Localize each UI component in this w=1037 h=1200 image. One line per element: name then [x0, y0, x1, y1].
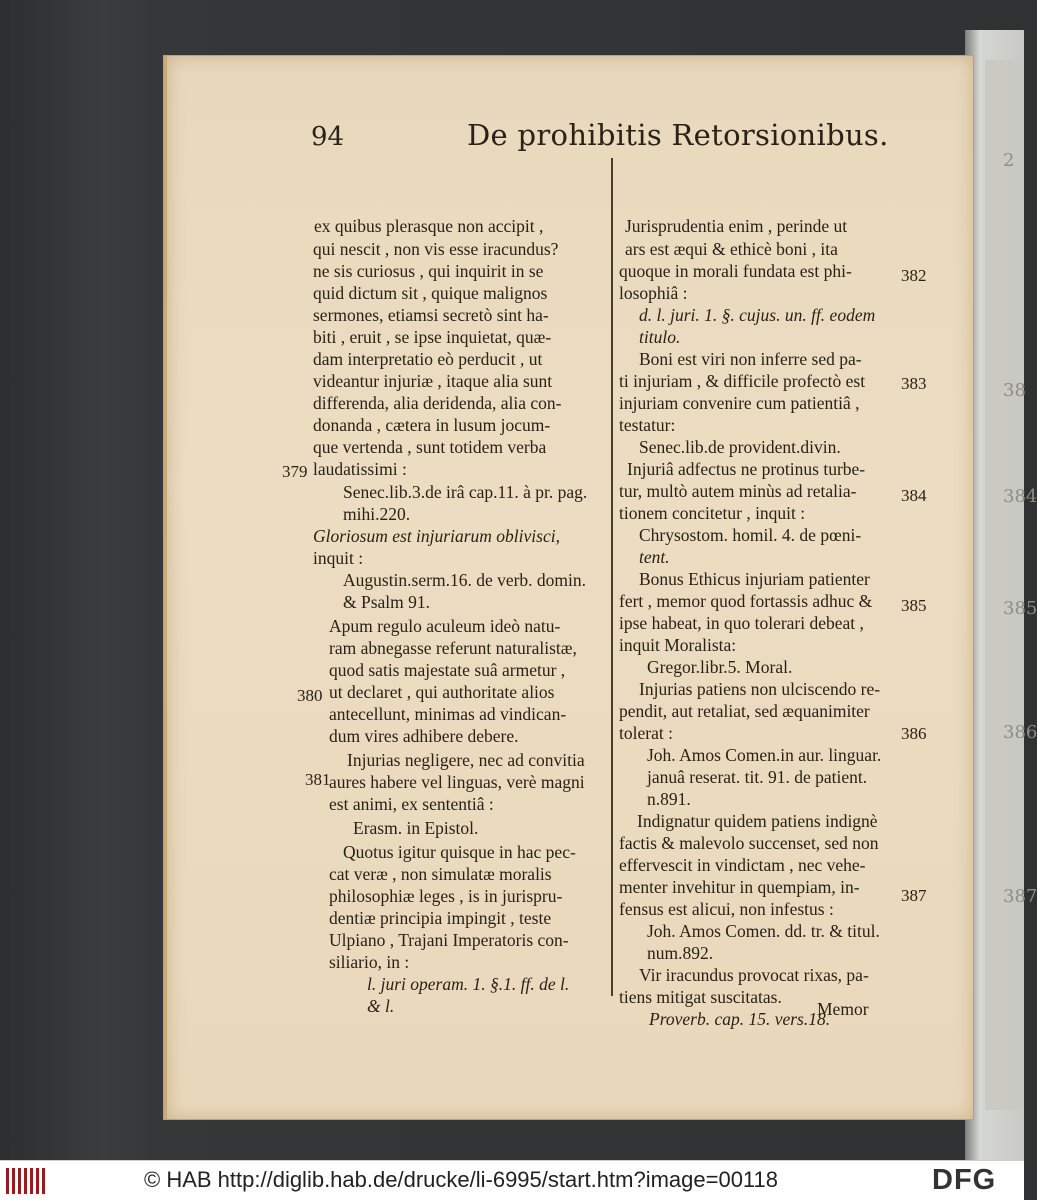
text-line: est animi, ex sententiâ :	[329, 794, 494, 814]
text-line: Injurias patiens non ulciscendo re-	[639, 679, 881, 699]
column-divider	[611, 158, 613, 996]
text-line: losophiâ :	[619, 283, 688, 303]
text-line: videantur injuriæ , itaque alia sunt	[313, 371, 553, 391]
text-line: januâ reserat. tit. 91. de patient.	[647, 767, 868, 787]
text-line: laudatissimi :	[313, 459, 407, 479]
text-line: Injuriâ adfectus ne protinus turbe-	[627, 459, 866, 479]
text-line: fert , memor quod fortassis adhuc &	[619, 591, 873, 611]
hab-logo	[6, 1168, 46, 1194]
text-line: inquit Moralista:	[619, 635, 737, 655]
text-line: tiens mitigat suscitatas.	[619, 987, 782, 1007]
text-line: testatur:	[619, 415, 676, 435]
text-line: fensus est alicui, non infestus :	[619, 899, 834, 919]
text-line: Gloriosum est injuriarum oblivisci,	[313, 526, 560, 546]
text-line: siliario, in :	[329, 952, 410, 972]
margin-number: 380	[297, 686, 323, 705]
margin-number: 387	[901, 886, 927, 905]
text-line: mihi.220.	[343, 504, 411, 524]
margin-number: 384	[901, 486, 927, 505]
text-line: Erasm. in Epistol.	[353, 818, 479, 838]
facing-page-ghost-digit: 38	[1003, 380, 1026, 401]
margin-number: 383	[901, 374, 927, 393]
text-line: factis & malevolo succenset, sed non	[619, 833, 879, 853]
text-line: effervescit in vindictam , nec vehe-	[619, 855, 866, 875]
text-line: Injurias negligere, nec ad convitia	[347, 750, 585, 770]
text-line: ne sis curiosus , qui inquirit in se	[313, 261, 544, 281]
text-line: ram abnegasse referunt naturalistæ,	[329, 638, 577, 658]
facing-page-ghost-digit: 2	[1003, 150, 1015, 171]
text-line: dum vires adhibere debere.	[329, 726, 519, 746]
page-number: 94	[311, 122, 345, 152]
text-line: Vir iracundus provocat rixas, pa-	[639, 965, 869, 985]
text-line: tolerat :	[619, 723, 673, 743]
text-line: menter invehitur in quempiam, in-	[619, 877, 860, 897]
text-line: quid dictum sit , quique malignos	[313, 283, 548, 303]
text-line: donanda , cætera in lusum jocum-	[313, 415, 551, 435]
footer-bar	[0, 1160, 1024, 1200]
text-line: d. l. juri. 1. §. cujus. un. ff. eodem	[639, 305, 876, 325]
text-line: titulo.	[639, 327, 681, 347]
facing-page-shadow	[985, 60, 1024, 1110]
running-head: De prohibitis Retorsionibus.	[467, 118, 889, 152]
text-line: Boni est viri non inferre sed pa-	[639, 349, 862, 369]
margin-number: 386	[901, 724, 927, 743]
text-line: sermones, etiamsi secretò sint ha-	[313, 305, 549, 325]
text-line: n.891.	[647, 789, 691, 809]
text-line: Senec.lib.3.de irâ cap.11. à pr. pag.	[343, 482, 588, 502]
dfg-logo: DFG	[932, 1164, 997, 1196]
text-line: Senec.lib.de provident.divin.	[639, 437, 841, 457]
text-line: Bonus Ethicus injuriam patienter	[639, 569, 870, 589]
text-line: num.892.	[647, 943, 714, 963]
catchword: Memor	[817, 999, 869, 1019]
text-line: que vertenda , sunt totidem verba	[313, 437, 547, 457]
text-line: differenda, alia deridenda, alia con-	[313, 393, 562, 413]
text-line: ti injuriam , & difficile profectò est	[619, 371, 866, 391]
facing-page-ghost-digit: 387	[1003, 886, 1037, 907]
book-page	[164, 56, 973, 1119]
text-line: & Psalm 91.	[343, 592, 431, 612]
text-line: ars est æqui & ethicè boni , ita	[625, 239, 838, 259]
text-line: Joh. Amos Comen. dd. tr. & titul.	[647, 921, 880, 941]
text-line: Jurisprudentia enim , perinde ut	[625, 216, 848, 236]
text-line: Ulpiano , Trajani Imperatoris con-	[329, 930, 569, 950]
text-line: philosophiæ leges , is in jurispru-	[329, 886, 563, 906]
text-line: dentiæ principia impingit , teste	[329, 908, 552, 928]
text-line: quoque in morali fundata est phi-	[619, 261, 852, 281]
text-line: tionem concitetur , inquit :	[619, 503, 806, 523]
text-line: pendit, aut retaliat, sed æquanimiter	[619, 701, 870, 721]
text-line: qui nescit , non vis esse iracundus?	[313, 239, 559, 259]
text-line: Joh. Amos Comen.in aur. linguar.	[647, 745, 882, 765]
copyright-link[interactable]: © HAB http://diglib.hab.de/drucke/li-6995/start.htm?image=00118	[144, 1167, 779, 1192]
text-line: Chrysostom. homil. 4. de pœni-	[639, 525, 862, 545]
text-line: Indignatur quidem patiens indignè	[637, 811, 878, 831]
text-line: cat veræ , non simulatæ moralis	[329, 864, 552, 884]
text-line: dam interpretatio eò perducit , ut	[313, 349, 543, 369]
margin-number: 381	[305, 770, 331, 789]
text-line: antecellunt, minimas ad vindican-	[329, 704, 567, 724]
text-line: ipse habeat, in quo tolerari debeat ,	[619, 613, 864, 633]
text-line: tur, multò autem minùs ad retalia-	[619, 481, 857, 501]
facing-page-ghost-digit: 384	[1003, 486, 1037, 507]
text-line: tent.	[639, 547, 670, 567]
text-line: ut declaret , qui authoritate alios	[329, 682, 555, 702]
margin-number: 382	[901, 266, 927, 285]
margin-number: 385	[901, 596, 927, 615]
text-line: Gregor.libr.5. Moral.	[647, 657, 793, 677]
text-line: inquit :	[313, 548, 364, 568]
text-line: Augustin.serm.16. de verb. domin.	[343, 570, 587, 590]
text-line: Proverb. cap. 15. vers.18.	[649, 1009, 831, 1029]
text-line: quod satis majestate suâ armetur ,	[329, 660, 566, 680]
text-line: Apum regulo aculeum ideò natu-	[329, 616, 561, 636]
text-line: & l.	[367, 996, 395, 1016]
facing-page-ghost-digit: 385	[1003, 598, 1037, 619]
margin-number: 379	[282, 462, 308, 481]
text-line: ex quibus plerasque non accipit ,	[314, 216, 544, 236]
text-line: injuriam convenire cum patientiâ ,	[619, 393, 860, 413]
facing-page-ghost-digit: 386	[1003, 722, 1037, 743]
text-line: aures habere vel linguas, verè magni	[329, 772, 585, 792]
text-line: biti , eruit , se ipse inquietat, quæ-	[313, 327, 552, 347]
text-line: l. juri operam. 1. §.1. ff. de l.	[367, 974, 570, 994]
text-line: Quotus igitur quisque in hac pec-	[343, 842, 576, 862]
